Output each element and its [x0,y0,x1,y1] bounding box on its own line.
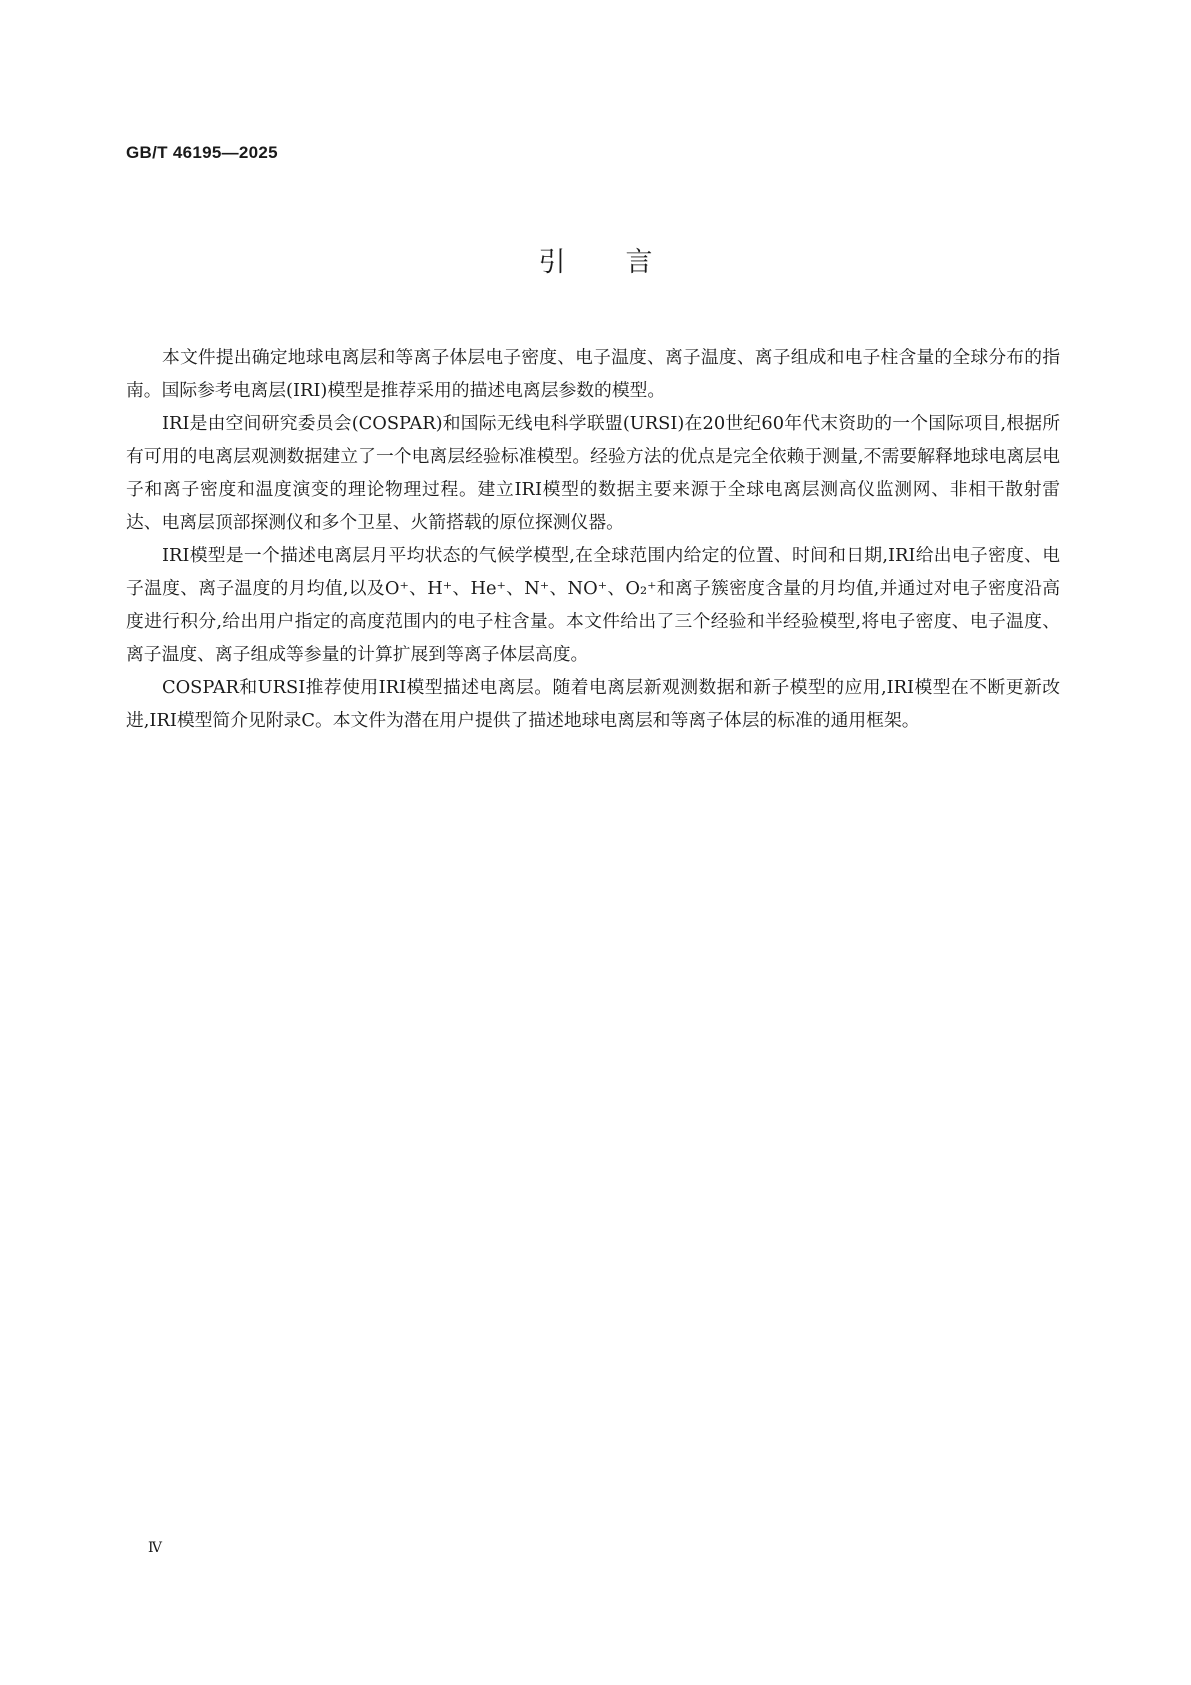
paragraph: COSPAR和URSI推荐使用IRI模型描述电离层。随着电离层新观测数据和新子模型的应用,IRI模型在不断更新改进,IRI模型简介见附录C。本文件为潜在用户提供了描述地球电离层和等离子体层的标准的通用框架。 [126,677,1060,731]
paragraph: IRI是由空间研究委员会(COSPAR)和国际无线电科学联盟(URSI)在20世纪60年代末资助的一个国际项目,根据所有可用的电离层观测数据建立了一个电离层经验标准模型。经验方法的优点是完全依赖于测量,不需要解释地球电离层电子和离子密度和温度演变的理论物理过程。建立IRI模型的数据主要来源于全球电离层测高仪监测网、非相干散射雷达、电离层顶部探测仪和多个卫星、火箭搭载的原位探测仪器。 [126,413,1060,533]
paragraph: IRI模型是一个描述电离层月平均状态的气候学模型,在全球范围内给定的位置、时间和日期,IRI给出电子密度、电子温度、离子温度的月均值,以及O⁺、H⁺、He⁺、N⁺、NO⁺、O₂⁺和离子簇密度含量的月均值,并通过对电子密度沿高度进行积分,给出用户指定的高度范围内的电子柱含量。本文件给出了三个经验和半经验模型,将电子密度、电子温度、离子温度、离子组成等参量的计算扩展到等离子体层高度。 [126,545,1060,665]
page-number: Ⅳ [148,1540,162,1556]
document-body [126,341,1060,737]
standard-code: GB/T 46195—2025 [126,143,278,162]
paragraph: 本文件提出确定地球电离层和等离子体层电子密度、电子温度、离子温度、离子组成和电子柱含量的全球分布的指南。国际参考电离层(IRI)模型是推荐采用的描述电离层参数的模型。 [126,347,1060,401]
page-title: 引言 [538,247,713,278]
